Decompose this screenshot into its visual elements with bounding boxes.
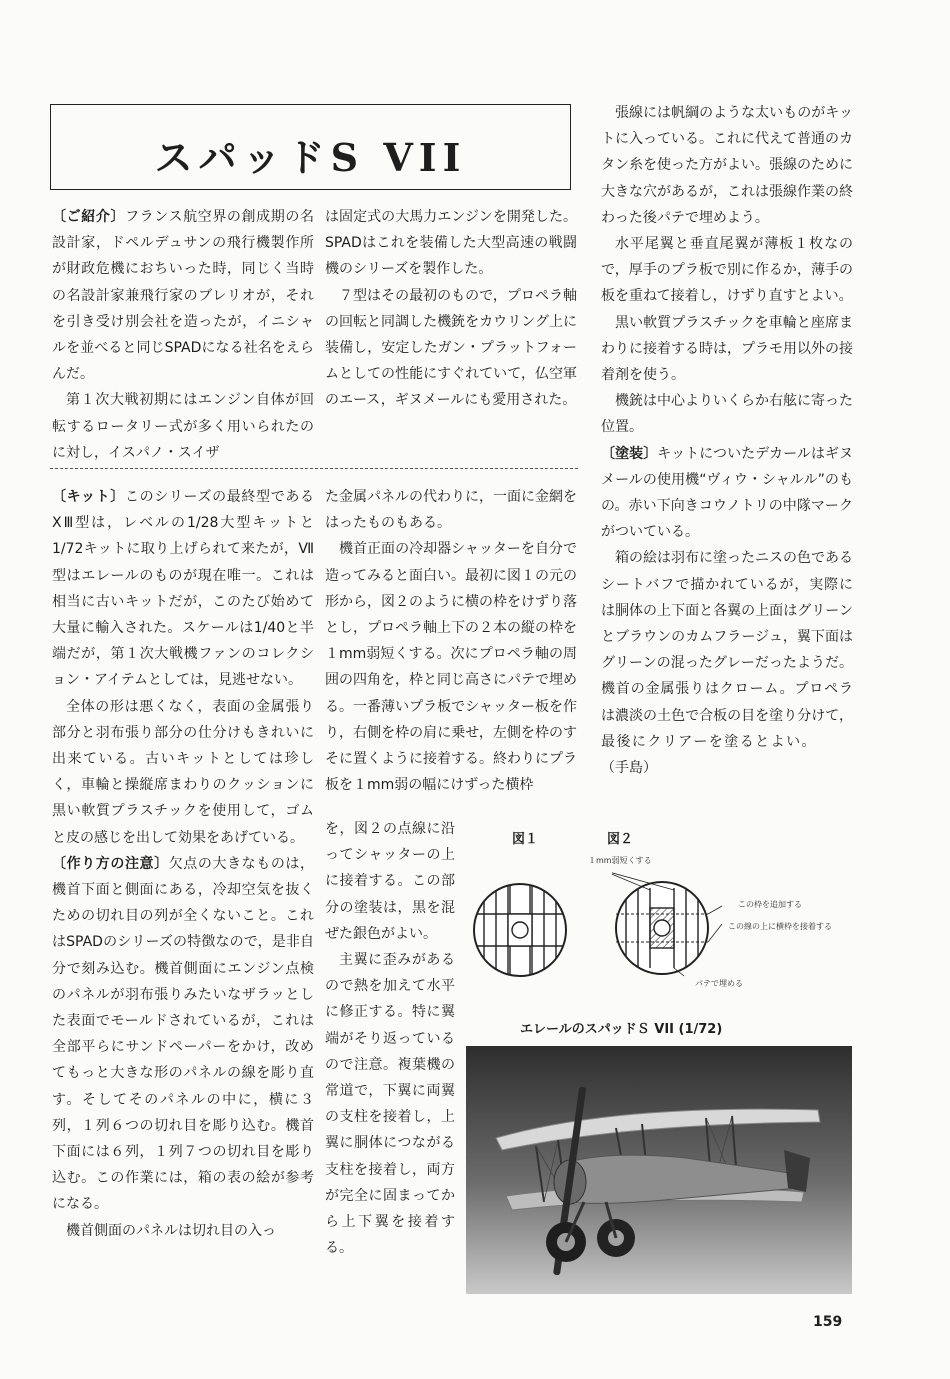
photo-caption: エレールのスパッドＳ VII (1/72) xyxy=(520,1022,723,1037)
model-photo xyxy=(466,1046,852,1294)
shutter-paragraph-cont: を，図２の点線に沿ってシャッターの上に接着する。この部分の塗装は，黒を混ぜた銀色がよい。 xyxy=(325,821,455,942)
kit-label: 〔キット〕 xyxy=(52,489,125,505)
adhesive-paragraph: 黒い軟質プラスチックを車輪と座席まわりに接着する時は，プラモ用以外の接着剤を使う。 xyxy=(601,314,853,384)
intro-label: 〔ご紹介〕 xyxy=(52,209,126,225)
intro-column-1 xyxy=(52,204,314,466)
tail-paragraph: 水平尾翼と垂直尾翼が薄板１枚なので，厚手のプラ板で別に作るか，薄手の板を重ねて接着し，けずり直すとよい。 xyxy=(601,236,853,305)
intro-paragraph-2: 第１次大戦初期にはエンジン自体が回転するロータリー式が多く用いられたのに対し，イスパノ・スイザ xyxy=(52,392,314,461)
shutter-paragraph: 機首正面の冷却器シャッターを自分で造ってみると面白い。最初に図１の元の形から，図２のように横の枠をけずり落とし，プロペラ軸上下の２本の縦の枠を１mm弱短くする。次にプロペラ軸の周囲の四角を，枠と同じ高さにパテで埋める。一番薄いプラ板でシャッター板を作り，右側を枠の肩に乗せ，左側を枠のすそに置くように接着する。終わりにプラ板を１mm弱の幅にけずった横枠 xyxy=(325,541,577,794)
howto-paragraph-2-cont: た金属パネルの代わりに，一面に金網をはったものもある。 xyxy=(325,489,577,532)
howto-paragraph-1: 〔作り方の注意〕欠点の大きなものは，機首下面と側面にある，冷却空気を抜くための切れ目の列が全くないこと。これはSPADのシリーズの特徴なので，是非自分で刻み込む。機首側面にエンジン点検のパネルが羽布張りみたいなザラッとした表面でモールドされているが，これは全部平らにサンドペーパーをかけ，改めてもっと大きな形のパネルの線を彫り直す。そしてそのパネルの中に，横に３列，１列６つの切れ目を彫り込む。機首下面には６列，１列７つの切れ目を彫り込む。この作業には，箱の表の絵が参考になる。 xyxy=(52,855,315,1213)
figure-2-label: 図２ xyxy=(607,832,634,847)
annotation-attach-line: この線の上に横枠を接着する xyxy=(728,922,832,931)
kit-paragraph-2: 全体の形は悪くなく，表面の金属張り部分と羽布張り部分の仕分けもきれいに出来ている。古いキットとしては珍しく，車輪と操縦席まわりのクッションに黒い軟質プラスチックを使用して，ゴムと皮の感じを出して効果をあげている。 xyxy=(52,698,314,846)
page-title: スパッドS VII xyxy=(154,135,467,180)
kit-column-2-narrow xyxy=(325,816,455,1261)
paint-paragraph-2: 箱の絵は羽布に塗ったニスの色であるシートバフで描かれているが，実際には胴体の上下面と各翼の上面はグリーンとブラウンのカムフラージュ，翼下面はグリーンの混ったグレーだったようだ。機首の金属張りはクローム。プロペラは濃淡の土色で合板の目を塗り分けて，最後にクリアーを塗るとよい。（手島） xyxy=(601,550,853,777)
rigging-paragraph: 張線には帆綱のような太いものがキットに入っている。これに代えて普通のカタン糸を使った方がよい。張線のために大きな穴があるが，これは張線作業の終わった後パテで埋めよう。 xyxy=(601,105,853,226)
section-divider xyxy=(50,468,578,469)
intro-paragraph-3: ７型はその最初のもので，プロペラ軸の回転と同調した機銃をカウリング上に装備し，安定したガン・プラットフォームとしての性能にすぐれていて，仏空軍のエース，ギヌメールにも愛用された。 xyxy=(325,287,577,409)
howto-label: 〔作り方の注意〕 xyxy=(52,855,169,872)
page-number: 159 xyxy=(813,1314,843,1330)
kit-column-2 xyxy=(325,484,577,798)
figure-2-diagram xyxy=(612,864,722,980)
paint-label: 〔塗装〕 xyxy=(601,445,658,462)
author: （手島） xyxy=(601,760,657,777)
howto-paragraph-2: 機首側面のパネルは切れ目の入っ xyxy=(66,1222,276,1239)
intro-paragraph-2-cont: は固定式の大馬力エンジンを開発した。SPADはこれを装備した大型高速の戦闘機のシリーズを製作した。 xyxy=(325,209,577,278)
annotation-shorten: １mm弱短くする xyxy=(588,856,652,865)
title-box xyxy=(50,104,571,190)
wing-paragraph: 主翼に歪みがあるので熱を加えて水平に修正する。特に翼端がそり返っているので注意。複葉機の常道で，下翼に両翼の支柱を接着し，上翼に胴体につながる支柱を接着し，両方が完全に固まってから上下翼を接着する。 xyxy=(325,952,455,1257)
figure-1-diagram xyxy=(470,880,570,980)
kit-column-1 xyxy=(52,484,314,1244)
gun-paragraph: 機銃は中心よりいくらか右舷に寄った位置。 xyxy=(601,393,853,436)
kit-paragraph-1: 〔キット〕このシリーズの最終型であるⅩⅢ型は，レベルの1/28大型キットと1/72キットに取り上げられて来たが，Ⅶ型はエレールのものが現在唯一。これは相当に古いキットだが，このたび始めて大量に輸入された。スケールは1/40と半端だが，第１次大戦機ファンのコレクション・アイテムとしては，見逃せない。 xyxy=(52,489,314,689)
figure-1-label: 図１ xyxy=(512,832,539,847)
intro-paragraph-1: 〔ご紹介〕フランス航空界の創成期の名設計家，ドペルデュサンの飛行機製作所が財政危機におちいった時，同じく当時の名設計家兼飛行家のブレリオが，それを引き受け別会社を造ったが，イニシャルを並べると同じSPADになる社名をえらんだ。 xyxy=(52,209,314,383)
paint-paragraph-1: 〔塗装〕キットについたデカールはギヌメールの使用機“ヴィウ・シャルル”のもの。赤い下向きコウノトリの中隊マークがついている。 xyxy=(601,445,853,541)
biplane-illustration xyxy=(466,1046,852,1294)
annotation-add-frame: この枠を追加する xyxy=(738,900,802,909)
right-column xyxy=(601,100,853,781)
annotation-putty: パテで埋める xyxy=(695,979,743,988)
intro-column-2 xyxy=(325,204,577,414)
